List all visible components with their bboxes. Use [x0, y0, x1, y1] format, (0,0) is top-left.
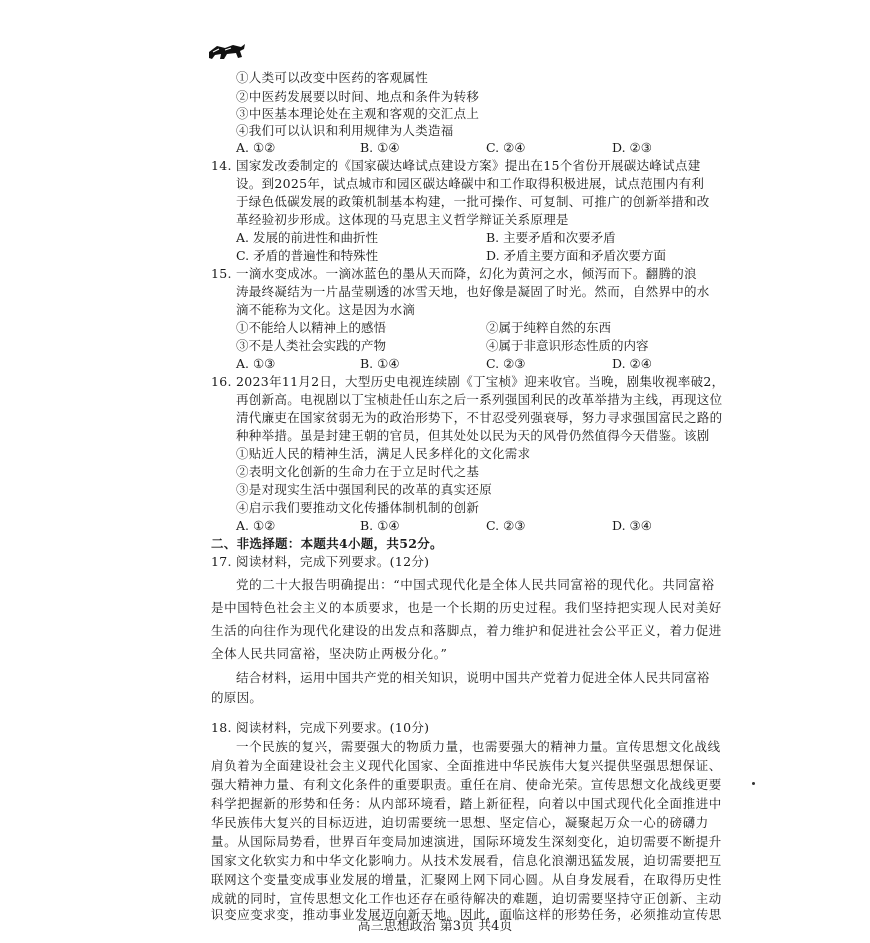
bull-logo-icon: [207, 40, 247, 62]
q16-line-1: 16. 2023年11月2日，大型历史电视连续剧《丁宝桢》迎来收官。当晚，剧集收视率破2，: [211, 374, 725, 389]
q15-line-2: 涛最终凝结为一片晶莹剔透的冰雪天地，也好像是凝固了时光。然而，自然界中的水: [236, 284, 710, 299]
page-footer: 高三思想政治 第3页 共4页: [357, 919, 513, 934]
q14-line-2: 设。到2025年，试点城市和园区碳达峰碳中和工作取得积极进展，试点范围内有利: [236, 176, 705, 191]
q17-task-line-1: 结合材料，运用中国共产党的相关知识，说明中国共产党着力促进全体人民共同富裕: [236, 670, 710, 685]
q17-heading: 17. 阅读材料，完成下列要求。(12分): [211, 554, 430, 569]
stray-mark: [752, 782, 755, 785]
q16-item-2: ②表明文化创新的生命力在于立足时代之基: [236, 464, 480, 479]
q16-line-4: 种种举措。虽是封建王朝的官员，但其处处以民为天的风骨仍然值得今天借鉴。该剧: [236, 428, 710, 443]
q18-material-line-3: 强大精神力量、有利文化条件的重要职责。重任在肩、使命光荣。宣传思想文化战线更要: [211, 777, 722, 792]
q16-item-3: ③是对现实生活中强国利民的改革的真实还原: [236, 482, 493, 497]
q13-option-a: A. ①②: [236, 140, 276, 155]
q14-line-4: 革经验初步形成。这体现的马克思主义哲学辩证关系原理是: [236, 212, 569, 227]
q13-option-c: C. ②④: [486, 140, 526, 155]
q15-item-1: ①不能给人以精神上的感悟: [236, 320, 387, 335]
q18-heading: 18. 阅读材料，完成下列要求。(10分): [211, 720, 430, 735]
q16-line-3: 清代廉吏在国家贫弱无为的政治形势下，不甘忍受列强衰辱，努力寻求强国富民之路的: [236, 410, 723, 425]
q15-item-2: ②属于纯粹自然的东西: [486, 320, 612, 335]
q15-line-3: 滴不能称为文化。这是因为水滴: [236, 302, 416, 317]
q13-item-1: ①人类可以改变中医药的客观属性: [236, 70, 429, 85]
q14-option-d: D. 矛盾主要方面和矛盾次要方面: [486, 248, 667, 263]
q14-line-1: 14. 国家发改委制定的《国家碳达峰试点建设方案》提出在15个省份开展碳达峰试点建: [211, 158, 701, 173]
q17-material-line-1: 党的二十大报告明确提出：“中国式现代化是全体人民共同富裕的现代化。共同富裕: [236, 577, 715, 592]
q18-material-line-10: 识变应变求变，推动事业发展迈向新天地。因此，面临这样的形势任务，必须推动宣传思: [211, 907, 722, 922]
q13-option-b: B. ①④: [360, 140, 400, 155]
q14-option-b: B. 主要矛盾和次要矛盾: [486, 230, 616, 245]
q18-material-line-1: 一个民族的复兴，需要强大的物质力量，也需要强大的精神力量。宣传思想文化战线: [236, 739, 721, 754]
q14-line-3: 于绿色低碳发展的政策机制基本构建，一批可操作、可复制、可推广的创新举措和改: [236, 194, 710, 209]
q15-option-b: B. ①④: [360, 356, 400, 371]
q15-option-c: C. ②③: [486, 356, 526, 371]
q18-material-line-6: 量。从国际局势看，世界百年变局加速演进，国际环境发生深刻变化，迫切需要不断提升: [211, 834, 722, 849]
q16-option-d: D. ③④: [612, 518, 652, 533]
q17-material-line-4: 全体人民共同富裕，坚决防止两极分化。”: [211, 646, 448, 661]
q16-option-b: B. ①④: [360, 518, 400, 533]
q18-material-line-2: 肩负着为全面建设社会主义现代化国家、全面推进中华民族伟大复兴提供坚强思想保证、: [211, 758, 722, 773]
q15-line-1: 15. 一滴水变成冰。一滴冰蓝色的墨从天而降，幻化为黄河之水，倾泻而下。翻腾的浪: [211, 266, 697, 281]
q18-material-line-9: 成就的同时，宣传思想文化工作也还存在亟待解决的难题，迫切需要坚持守正创新、主动: [211, 891, 722, 906]
q16-line-2: 再创新高。电视剧以丁宝桢赴任山东之后一系列强国利民的改革举措为主线，再现这位: [236, 392, 723, 407]
q16-option-a: A. ①②: [236, 518, 276, 533]
q18-material-line-4: 科学把握新的形势和任务：从内部环境看，踏上新征程，向着以中国式现代化全面推进中: [211, 796, 722, 811]
q13-item-3: ③中医基本理论处在主观和客观的交汇点上: [236, 106, 480, 121]
q15-item-4: ④属于非意识形态性质的内容: [486, 338, 649, 353]
q18-material-line-7: 国家文化软实力和中华文化影响力。从技术发展看，信息化浪潮迅猛发展，迫切需要把互: [211, 853, 722, 868]
q18-material-line-5: 华民族伟大复兴的目标迈进，迫切需要统一思想、坚定信心，凝聚起万众一心的磅礴力: [211, 815, 709, 830]
q16-option-c: C. ②③: [486, 518, 526, 533]
q15-option-a: A. ①③: [236, 356, 276, 371]
q17-task-line-2: 的原因。: [211, 690, 263, 705]
q13-item-2: ②中医药发展要以时间、地点和条件为转移: [236, 89, 480, 104]
q13-item-4: ④我们可以认识和利用规律为人类造福: [236, 123, 454, 138]
q16-item-1: ①贴近人民的精神生活，满足人民多样化的文化需求: [236, 446, 531, 461]
section2-title: 二、非选择题：本题共4小题，共52分。: [211, 536, 443, 551]
q17-material-line-2: 是中国特色社会主义的本质要求，也是一个长期的历史过程。我们坚持把实现人民对美好: [211, 600, 722, 615]
q14-option-a: A. 发展的前进性和曲折性: [236, 230, 378, 245]
q18-material-line-8: 联网这个变量变成事业发展的增量，汇聚网上网下同心圆。从自身发展看，在取得历史性: [211, 872, 722, 887]
q16-item-4: ④启示我们要推动文化传播体制机制的创新: [236, 500, 480, 515]
q17-material-line-3: 生活的向往作为现代化建设的出发点和落脚点，着力维护和促进社会公平正义，着力促进: [211, 623, 722, 638]
q15-option-d: D. ②④: [612, 356, 652, 371]
q15-item-3: ③不是人类社会实践的产物: [236, 338, 387, 353]
q13-option-d: D. ②③: [612, 140, 652, 155]
q14-option-c: C. 矛盾的普遍性和特殊性: [236, 248, 379, 263]
